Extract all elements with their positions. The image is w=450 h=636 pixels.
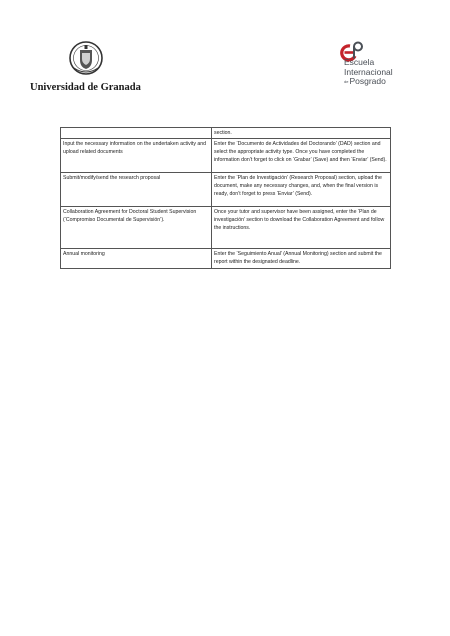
eip-line-1: Escuela [344,57,375,67]
instructions-table [60,127,391,269]
eip-line-2: Internacional [344,66,393,77]
table-row [61,249,391,269]
table-cell-task [61,128,212,139]
table-cell-instructions: section. [212,128,391,139]
table-cell-instructions: Once your tutor and supervisor have been assigned, enter the ‘Plan de investigación’ section to download the Collaboration Agreement and follow the instructions. [212,207,391,249]
eip-name [344,58,393,87]
table-row [61,173,391,207]
table-cell-instructions: Enter the ‘Plan de Investigación’ (Research Proposal) section, upload the document, make any necessary changes, and, when the final version is ready, don’t forget to press ‘Enviar’ (Send). [212,173,391,207]
table-cell-instructions: Enter the ‘Documento de Actividades del Doctorando’ (DAD) section and select the appropriate activity type. Once you have completed the information don’t forget to click on ‘Grabar’ (Save) and then ‘Enviar’ (Send). [212,139,391,173]
table-cell-task: Input the necessary information on the undertaken activity and upload related documents [61,139,212,173]
university-logo [30,38,145,94]
table-row [61,128,391,139]
table-row [61,207,391,249]
table-row [61,139,391,173]
eip-line-3-word: Posgrado [349,76,386,86]
eip-logo [338,40,428,90]
table-cell-task: Annual monitoring [61,249,212,269]
table-cell-task: Submit/modify/send the research proposal [61,173,212,207]
university-name: Universidad de Granada [30,82,141,93]
eip-line-3 [344,77,393,87]
table-cell-task: Collaboration Agreement for Doctoral Student Supervision (‘Compromiso Documental de Supervisión’). [61,207,212,249]
eip-line-3-prefix: de [344,79,349,84]
university-crest-icon [68,38,104,78]
table-cell-instructions: Enter the ‘Seguimiento Anual’ (Annual Monitoring) section and submit the report within the designated deadline. [212,249,391,269]
